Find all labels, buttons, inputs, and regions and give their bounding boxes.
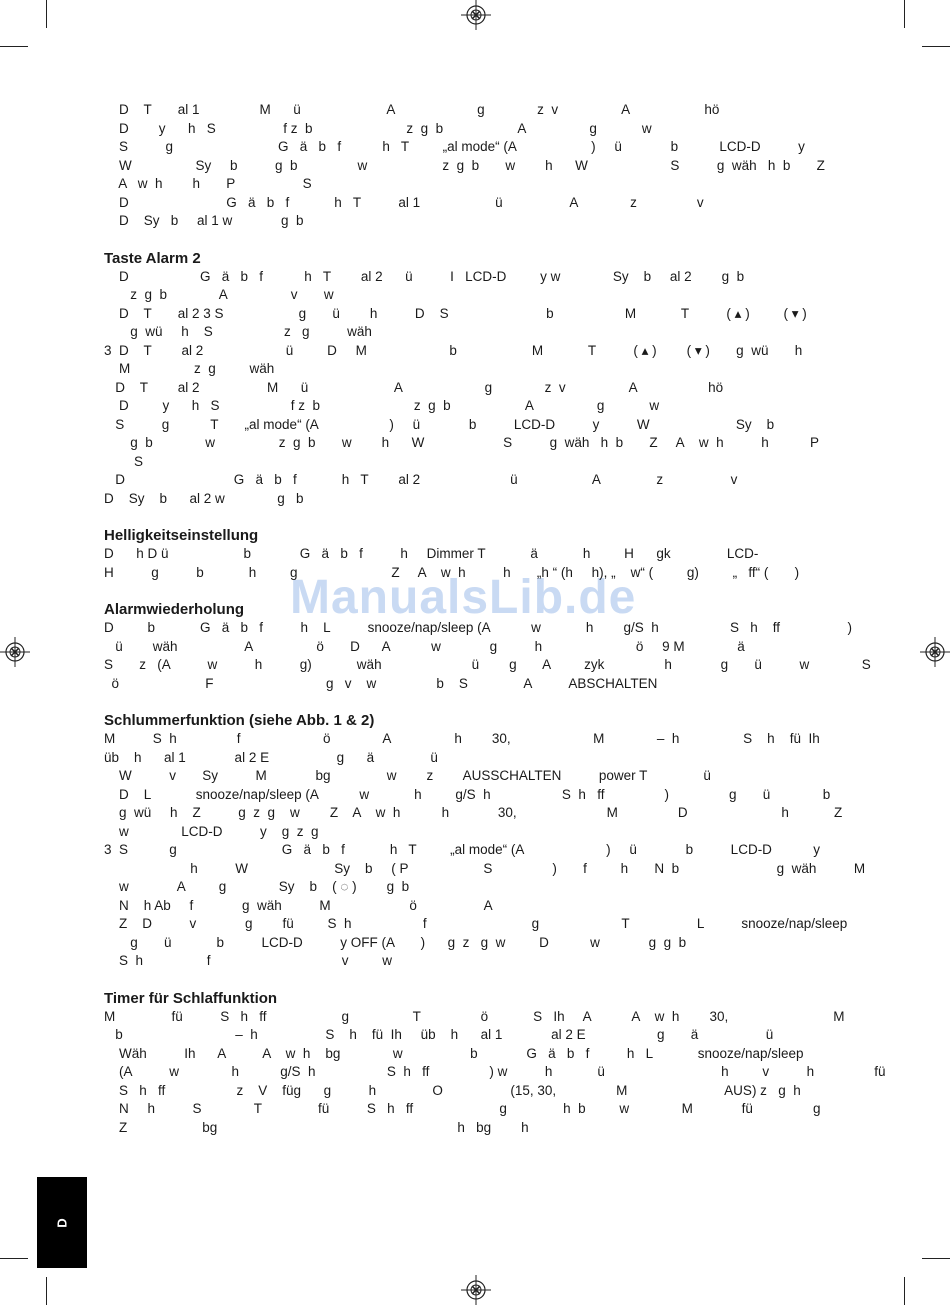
- text-line: D G ä b f h T al 2 ü A z v: [104, 472, 738, 487]
- text-line: D T al 2 3 S g ü h D S b M T ( ▴ ) ( ▾ ): [104, 305, 807, 321]
- crop-mark: [0, 46, 28, 47]
- text-line: 3 D T al 2 ü D M b M T ( ▴ ) ( ▾ ) g wü h: [104, 342, 803, 358]
- text-line: W Sy b g b w z g b w h W S g wäh h b Z: [104, 157, 825, 173]
- section-helligkeitseinstellung: [104, 526, 844, 582]
- text-line: H g b h g Z A w h h „h “ (h h), „ w“ ( g) „ ff“ ( ): [104, 564, 800, 580]
- section-heading: Timer für Schlaffunktion: [104, 989, 278, 1007]
- text-line: z g b A v w: [104, 287, 334, 302]
- page-content: [104, 101, 886, 1155]
- text-line: üb h al 1 al 2 E g ä ü: [104, 749, 438, 765]
- section-heading: Taste Alarm 2: [104, 249, 201, 267]
- text-line: (A w h g/S h S h ff ) w h ü h v h fü: [104, 1064, 886, 1079]
- registration-mark-icon: [461, 0, 491, 30]
- language-tab: [37, 1177, 87, 1268]
- text-line: D y h S f z b z g b A g w: [104, 398, 660, 413]
- text-line: W v Sy M bg w z AUSSCHALTEN power T ü: [104, 768, 711, 783]
- text-line: S z (A w h g) wäh ü g A zyk h g ü w S: [104, 657, 871, 672]
- crop-mark: [46, 1277, 47, 1305]
- watermark: ManualsLib.de: [290, 571, 637, 624]
- text-line: g b w z g b w h W S g wäh h b Z A w h h P: [104, 435, 819, 450]
- text-line: D b G ä b f h L snooze/nap/sleep (A w h g/S h S h ff ): [104, 620, 853, 635]
- section-schlummerfunktion: [104, 711, 866, 971]
- text-line: M S h f ö A h 30, M – h S h fü Ih: [104, 731, 820, 746]
- text-line: D T al 1 M ü A g z v A hö: [104, 102, 720, 117]
- text-line: S h ff z V füg g h O (15, 30, M AUS) z g h: [104, 1082, 801, 1098]
- text-line: D y h S f z b z g b A g w: [104, 120, 652, 136]
- section-heading: Helligkeitseinstellung: [104, 527, 259, 544]
- text-line: M z g wäh: [104, 361, 275, 376]
- section-alarmwiederholung: [104, 600, 871, 693]
- text-line: D Sy b al 2 w g b: [104, 490, 304, 506]
- section-heading: Schlummerfunktion (siehe Abb. 1 & 2): [104, 712, 375, 729]
- text-line: S g T „al mode“ (A ) ü b LCD-D y W Sy b: [104, 416, 775, 432]
- text-line: 3 S g G ä b f h T „al mode“ (A ) ü b LCD-D y: [104, 842, 820, 857]
- text-line: Z bg h bg h: [104, 1119, 529, 1135]
- registration-mark-icon: [0, 637, 30, 667]
- section-taste-alarm-2: [104, 249, 844, 509]
- text-line: N h S T fü S h ff g h b w M fü g: [104, 1101, 821, 1116]
- text-line: g ü b LCD-D y OFF (A ) g z g w D w g g b: [104, 934, 687, 950]
- text-line: A w h h P S: [104, 176, 312, 191]
- crop-mark: [904, 1277, 905, 1305]
- text-line: D G ä b f h T al 2 ü I LCD-D y w Sy b al 2 g b: [104, 268, 745, 284]
- text-line: b – h S h fü Ih üb h al 1 al 2 E g ä ü: [104, 1027, 774, 1042]
- crop-mark: [46, 0, 47, 28]
- text-line: D T al 2 M ü A g z v A hö: [104, 379, 724, 395]
- text-line: ü wäh A ö D A w g h ö 9 M ä: [104, 638, 745, 654]
- text-line: h W Sy b ( P S ) f h N b g wäh M: [104, 860, 866, 876]
- section-alarm-1: [104, 101, 844, 231]
- text-line: D G ä b f h T al 1 ü A z v: [104, 194, 704, 210]
- registration-mark-icon: [461, 1275, 491, 1305]
- text-line: N h Ab f g wäh M ö A: [104, 897, 493, 913]
- text-line: ö F g v w b S A ABSCHALTEN: [104, 675, 658, 691]
- text-line: Wäh Ih A A w h bg w b G ä b f h L snooze/nap/sleep: [104, 1045, 804, 1061]
- text-line: w A g Sy b ( ◌ ) g b: [104, 879, 410, 894]
- section-heading: Alarmwiederholung: [104, 601, 245, 618]
- language-tab-label: D: [54, 1217, 70, 1228]
- crop-mark: [922, 1258, 950, 1259]
- text-line: D h D ü b G ä b f h Dimmer T ä h H gk LCD-: [104, 546, 759, 561]
- text-line: M fü S h ff g T ö S Ih A A w h 30, M: [104, 1008, 845, 1024]
- text-line: S: [104, 453, 144, 469]
- text-line: D Sy b al 1 w g b: [104, 213, 304, 228]
- section-timer-schlaffunktion: [104, 989, 886, 1138]
- crop-mark: [904, 0, 905, 28]
- text-line: g wü h Z g z g w Z A w h h 30, M D h Z: [104, 805, 843, 820]
- text-line: S g G ä b f h T „al mode“ (A ) ü b LCD-D y: [104, 139, 805, 154]
- registration-mark-icon: [920, 637, 950, 667]
- text-line: Z D v g fü S h f g T L snooze/nap/sleep: [104, 916, 848, 931]
- text-line: D L snooze/nap/sleep (A w h g/S h S h ff ) g ü b: [104, 786, 831, 802]
- text-line: g wü h S z g wäh: [104, 324, 372, 339]
- crop-mark: [0, 1258, 28, 1259]
- text-line: w LCD-D y g z g: [104, 823, 319, 839]
- text-line: S h f v w: [104, 953, 393, 968]
- crop-mark: [922, 46, 950, 47]
